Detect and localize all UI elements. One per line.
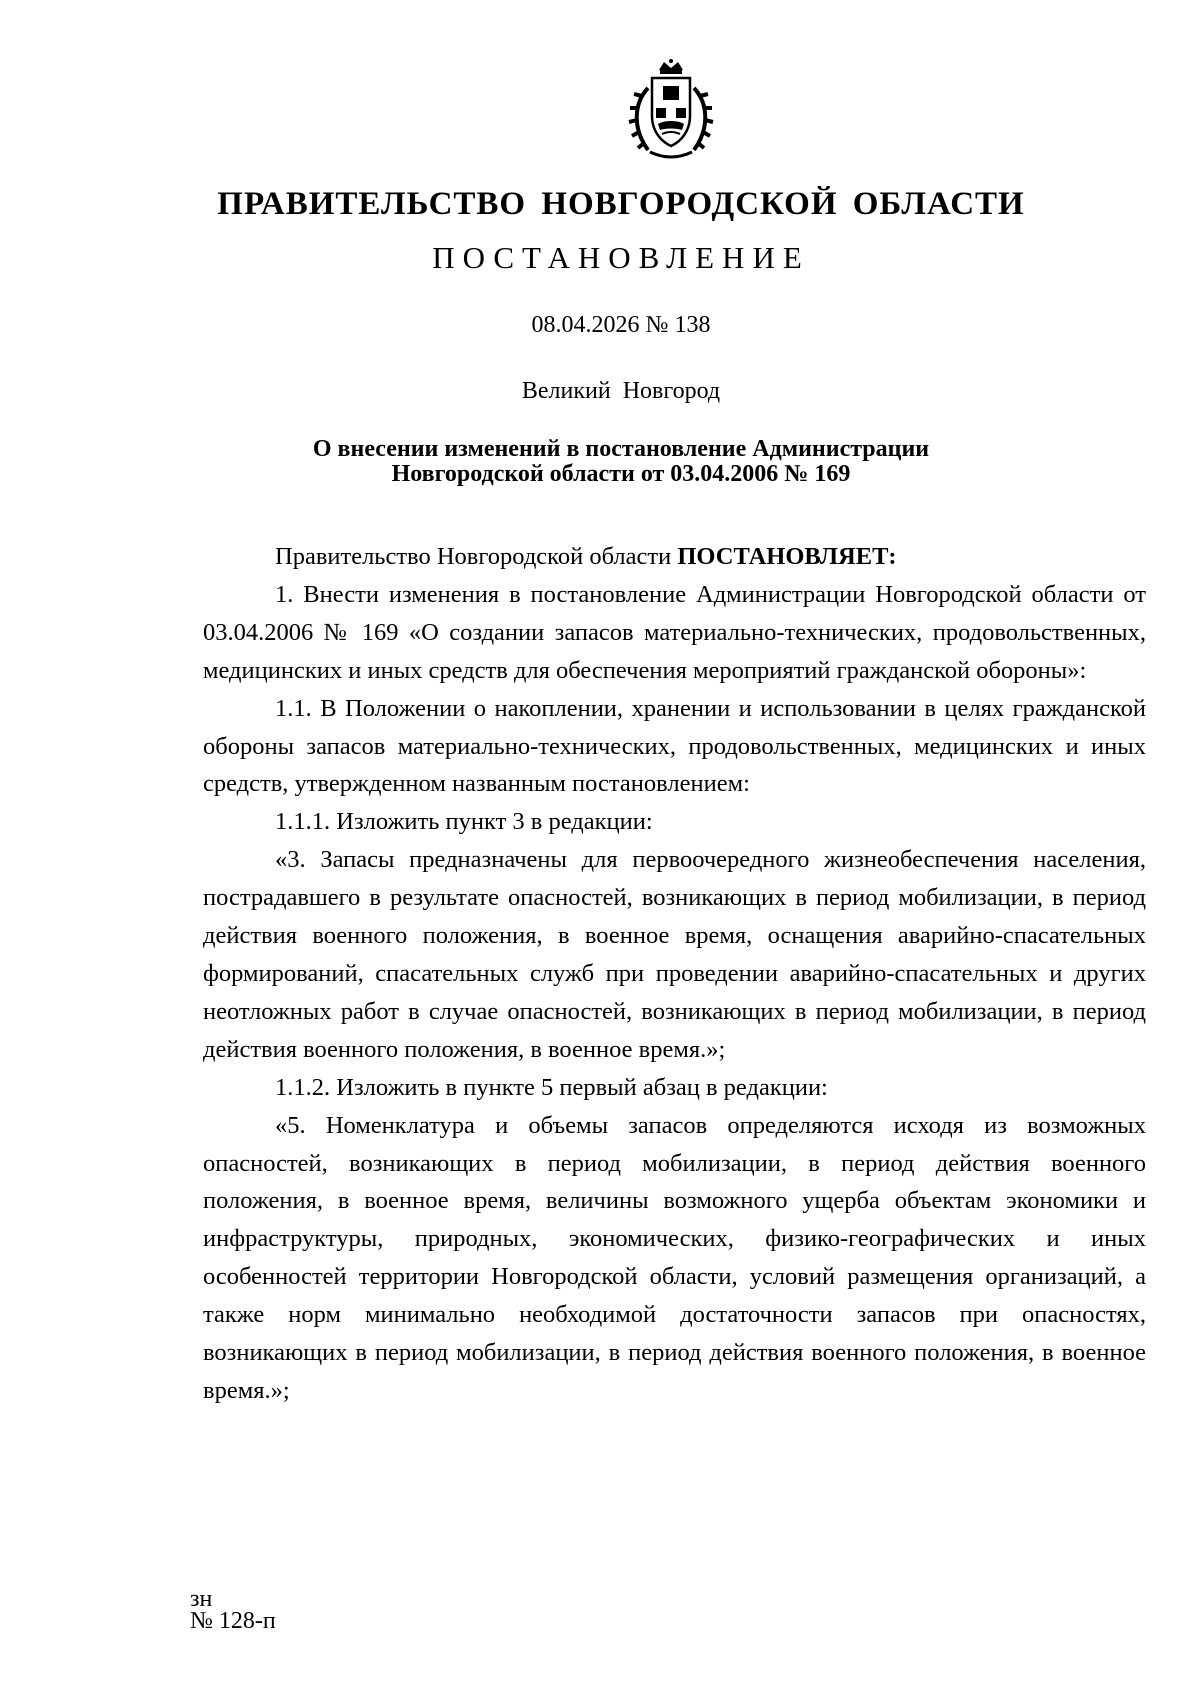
paragraph-1-1-2: 1.1.2. Изложить в пункте 5 первый абзац в редакции:	[275, 1073, 828, 1101]
preamble-text: Правительство Новгородской области	[275, 543, 672, 570]
paragraph-1: 1. Внести изменения в постановление Администрации Новгородской области от 03.04.2006 № 169 «О создании запасов материально-технических, продовольственных, медицинских и иных средств для обеспечения мероприятий гражданской обороны»:	[203, 580, 1146, 684]
subject-line-1: О внесении изменений в постановление Администрации	[312, 436, 930, 462]
novgorod-coat-of-arms-icon	[626, 58, 716, 163]
document-subject	[0, 437, 1200, 487]
organization-title: ПРАВИТЕЛЬСТВО НОВГОРОДСКОЙ ОБЛАСТИ	[217, 186, 1025, 222]
subject-line-2: Новгородской области от 03.04.2006 № 169	[391, 461, 851, 487]
document-city: Великий Новгород	[521, 378, 721, 404]
paragraph-quote-3: «3. Запасы предназначены для первоочередного жизнеобеспечения населения, пострадавшего в результате опасностей, возникающих в период мобилизации, в период действия военного положения, в военное время, оснащения аварийно-спасательных формирований, спасательных служб при проведении аварийно-спасательных и других неотложных работ в случае опасностей, возникающих в период мобилизации, в период действия военного положения, в военное время.»;	[203, 846, 1146, 1063]
preamble-resolves: ПОСТАНОВЛЯЕТ:	[677, 543, 897, 570]
preamble	[203, 538, 1146, 576]
document-body	[203, 538, 1146, 1410]
document-footer	[190, 1588, 276, 1632]
document-type: ПОСТАНОВЛЕНИЕ	[432, 240, 810, 275]
paragraph-1-1-1: 1.1.1. Изложить пункт 3 в редакции:	[275, 808, 653, 836]
footer-initials: зн	[190, 1586, 213, 1612]
document-date-number: 08.04.2026 № 138	[531, 312, 711, 338]
footer-reg-number: № 128-п	[190, 1608, 276, 1634]
paragraph-1-1: 1.1. В Положении о накоплении, хранении и использовании в целях гражданской обороны запасов материально-технических, продовольственных, медицинских и иных средств, утвержденном названным постановлением:	[203, 694, 1146, 798]
paragraph-quote-5: «5. Номенклатура и объемы запасов определяются исходя из возможных опасностей, возникающих в период мобилизации, в период действия военного положения, в военное время, величины возможного ущерба объектам экономики и инфраструктуры, природных, экономических, физико-географических и иных особенностей территории Новгородской области, условий размещения организаций, а также норм минимально необходимой достаточности запасов при опасностях, возникающих в период мобилизации, в период действия военного положения, в военное время.»;	[203, 1111, 1146, 1404]
